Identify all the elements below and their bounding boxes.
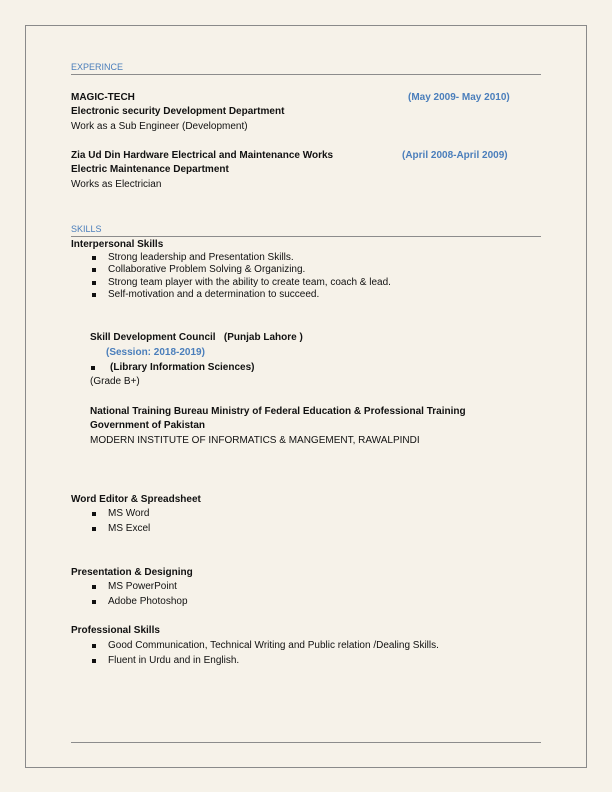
job-company: Zia Ud Din Hardware Electrical and Maintenance Works [71, 150, 334, 161]
bullet-icon [92, 281, 96, 285]
list-item: Strong team player with the ability to create team, coach & lead. [108, 277, 391, 288]
skills-divider [71, 236, 541, 237]
footer-divider [71, 742, 541, 743]
experience-heading: EXPERINCE [71, 62, 124, 72]
list-item: Collaborative Problem Solving & Organizing. [108, 264, 306, 275]
sdc-session: (Session: 2018-2019) [106, 347, 205, 358]
job-role: Work as a Sub Engineer (Development) [71, 121, 248, 132]
list-item: Fluent in Urdu and in English. [108, 655, 240, 666]
list-item: Strong leadership and Presentation Skills. [108, 252, 294, 263]
list-item: MS Word [108, 508, 150, 519]
bullet-icon [92, 293, 96, 297]
skills-heading: SKILLS [71, 224, 102, 234]
presentation-title: Presentation & Designing [71, 567, 193, 578]
sdc-grade: (Grade B+) [90, 376, 140, 387]
bullet-icon [92, 585, 96, 589]
list-item: MS Excel [108, 523, 151, 534]
bullet-icon [92, 256, 96, 260]
bullet-icon [92, 527, 96, 531]
job-dates: (April 2008-April 2009) [402, 150, 508, 161]
sdc-course: (Library Information Sciences) [110, 362, 255, 373]
job-role: Works as Electrician [71, 179, 162, 190]
list-item: MS PowerPoint [108, 581, 177, 592]
bullet-icon [92, 659, 96, 663]
bullet-icon [92, 600, 96, 604]
word-editor-title: Word Editor & Spreadsheet [71, 494, 201, 505]
job-dates: (May 2009- May 2010) [408, 92, 510, 103]
ntb-institute: MODERN INSTITUTE OF INFORMATICS & MANGEMENT, RAWALPINDI [90, 435, 420, 446]
list-item: Adobe Photoshop [108, 596, 188, 607]
bullet-icon [92, 644, 96, 648]
professional-title: Professional Skills [71, 625, 160, 636]
ntb-title-line2: Government of Pakistan [90, 420, 206, 431]
job-department: Electric Maintenance Department [71, 164, 229, 175]
ntb-title: National Training Bureau Ministry of Federal Education & Professional Training [90, 406, 466, 417]
sdc-title: Skill Development Council (Punjab Lahore ) [90, 332, 303, 343]
job-department: Electronic security Development Department [71, 106, 285, 117]
bullet-icon [92, 268, 96, 272]
bullet-icon [92, 512, 96, 516]
list-item: Self-motivation and a determination to succeed. [108, 289, 320, 300]
list-item: Good Communication, Technical Writing and Public relation /Dealing Skills. [108, 640, 439, 651]
experience-divider [71, 74, 541, 75]
bullet-icon [91, 366, 95, 370]
interpersonal-title: Interpersonal Skills [71, 239, 164, 250]
job-company: MAGIC-TECH [71, 92, 135, 103]
